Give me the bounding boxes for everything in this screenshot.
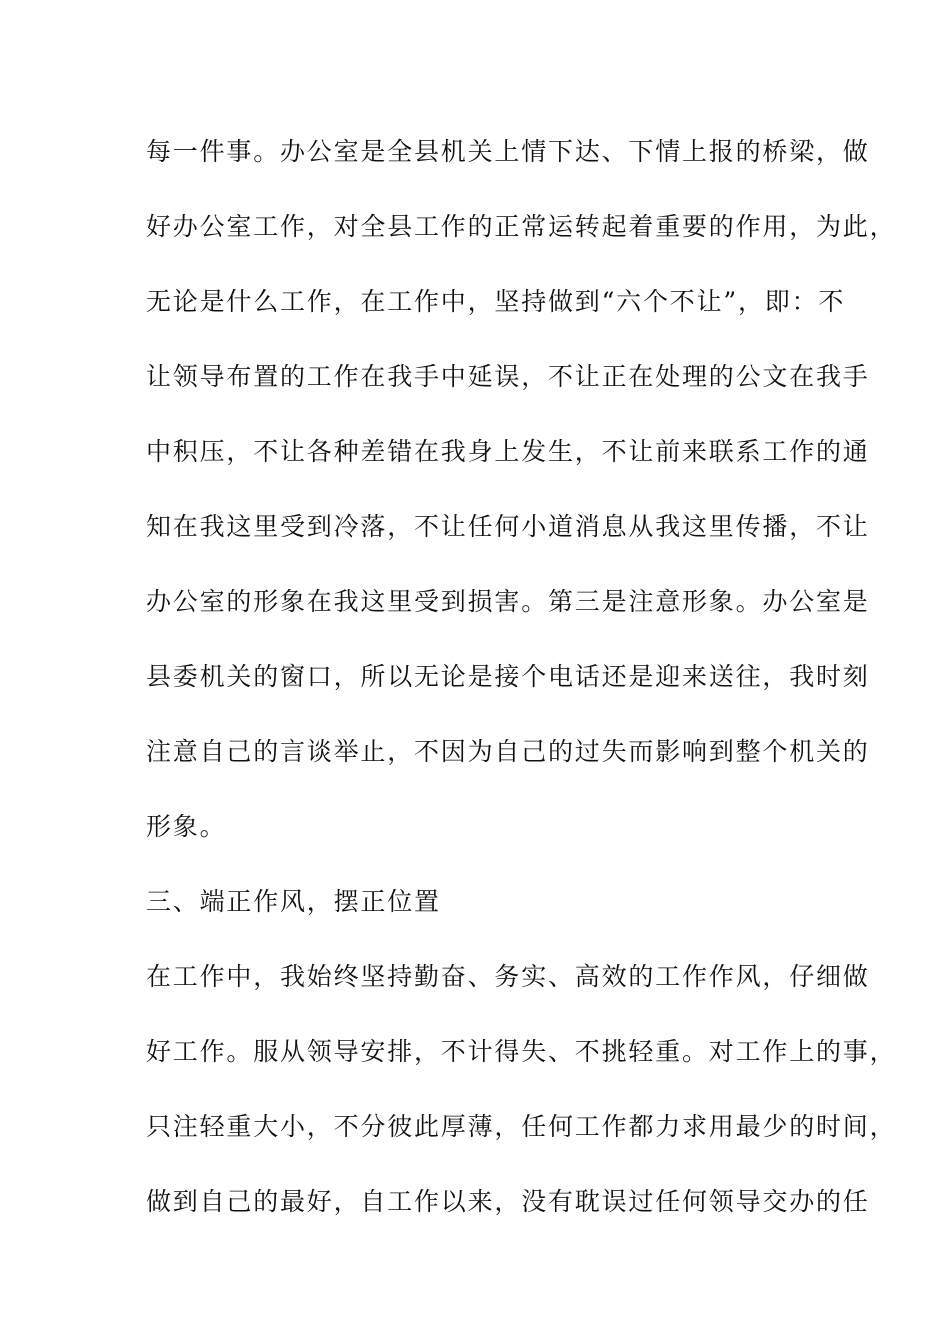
text-line: 在工作中，我始终坚持勤奋、务实、高效的工作作风，仔细做 [146, 962, 870, 991]
text-line: 办公室的形象在我这里受到损害。第三是注意形象。办公室是 [146, 587, 870, 616]
text-line: 好工作。服从领导安排，不计得失、不挑轻重。对工作上的事， [146, 1037, 897, 1066]
text-line: 好办公室工作，对全县工作的正常运转起着重要的作用，为此， [146, 212, 897, 241]
text-line: 让领导布置的工作在我手中延误，不让正在处理的公文在我手 [146, 362, 870, 391]
text-line: 无论是什么工作，在工作中，坚持做到“六个不让”，即：不 [146, 287, 846, 316]
text-line: 注意自己的言谈举止，不因为自己的过失而影响到整个机关的 [146, 737, 870, 766]
text-line: 知在我这里受到冷落，不让任何小道消息从我这里传播，不让 [146, 512, 870, 541]
text-line: 只注轻重大小，不分彼此厚薄，任何工作都力求用最少的时间， [146, 1112, 897, 1141]
text-line: 中积压，不让各种差错在我身上发生，不让前来联系工作的通 [146, 437, 870, 466]
text-line: 做到自己的最好，自工作以来，没有耽误过任何领导交办的任 [146, 1187, 870, 1216]
text-line: 县委机关的窗口，所以无论是接个电话还是迎来送往，我时刻 [146, 662, 870, 691]
text-line: 形象。 [146, 812, 227, 841]
text-line: 每一件事。办公室是全县机关上情下达、下情上报的桥梁，做 [146, 137, 870, 166]
section-heading: 三、端正作风，摆正位置 [146, 887, 441, 916]
document-body [146, 130, 897, 1255]
